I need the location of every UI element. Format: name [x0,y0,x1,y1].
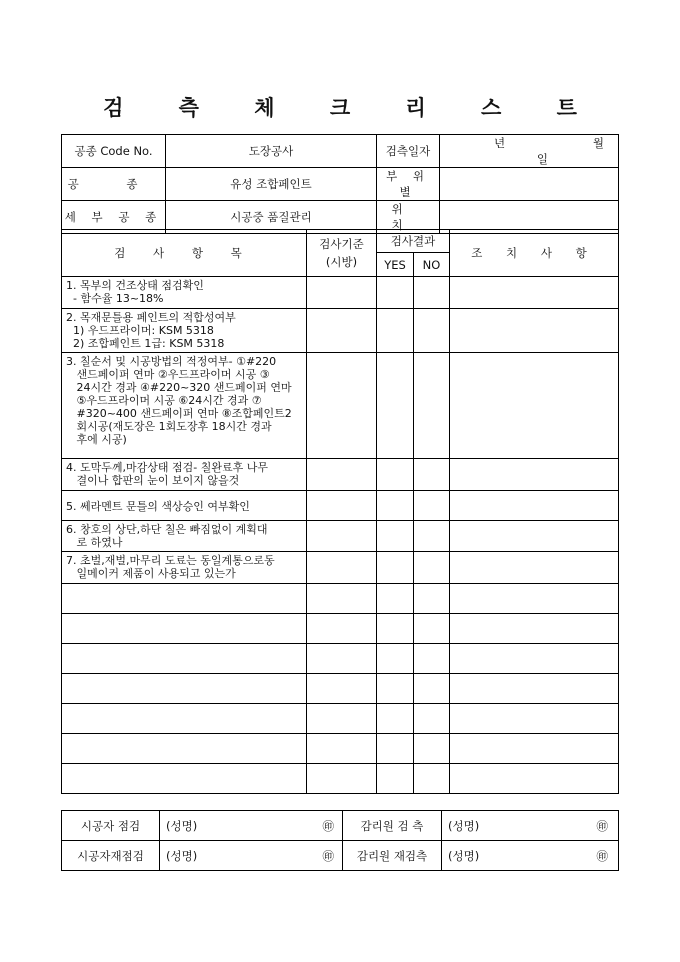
contractor-check-sign[interactable] [160,811,343,841]
standard-cell[interactable] [307,459,377,491]
seal-icon: ㊞ [322,818,334,833]
supervisor-reinspect-sign[interactable] [442,841,619,871]
supervisor-reinspect-name: (성명) [448,848,480,863]
action-cell[interactable] [450,552,619,584]
work-code-value[interactable]: 도장공사 [166,135,377,168]
info-table [61,134,619,234]
standard-cell[interactable] [307,521,377,552]
yes-cell[interactable] [377,614,414,644]
yes-cell[interactable] [377,491,414,521]
seal-icon: ㊞ [596,818,608,833]
action-cell[interactable] [450,734,619,764]
header-action: 조 치 사 항 [450,230,619,277]
contractor-check-label: 시공자 점검 [62,811,160,841]
location-label: 위 치 [377,201,440,234]
yes-cell[interactable] [377,459,414,491]
no-cell[interactable] [414,644,450,674]
standard-cell[interactable] [307,674,377,704]
checklist-row [62,552,619,584]
standard-cell[interactable] [307,644,377,674]
check-item-text[interactable] [62,674,307,704]
no-cell[interactable] [414,614,450,644]
action-cell[interactable] [450,491,619,521]
check-item-text[interactable] [62,644,307,674]
header-standard [307,230,377,277]
page-title: 검 측 체 크 리 스 트 [103,95,601,120]
action-cell[interactable] [450,353,619,459]
check-item-text: 4. 도막두께,마감상태 점검- 칠완료후 나무 결이나 합판의 눈이 보이지 않을것 [62,459,307,491]
check-item-text[interactable] [62,614,307,644]
check-item-text[interactable] [62,734,307,764]
work-type-value[interactable]: 유성 조합페인트 [166,168,377,201]
header-result: 검사결과 [377,230,450,253]
contractor-check-name: (성명) [166,818,198,833]
standard-cell[interactable] [307,614,377,644]
no-cell[interactable] [414,459,450,491]
no-cell[interactable] [414,704,450,734]
checklist-row-empty [62,674,619,704]
yes-cell[interactable] [377,277,414,309]
check-item-text: 3. 칠순서 및 시공방법의 적정여부- ①#220 샌드페이퍼 연마 ②우드프라이머 시공 ③ 24시간 경과 ④#220~320 샌드페이퍼 연마 ⑤우드프라이머 시공 ⑥24시간 경과 ⑦ #320~400 샌드페이퍼 연마 ⑧조합페인트2 회시공(재도장은 1회도장후 18시간 경과 후에 시공) [62,353,307,459]
checklist-row-empty [62,764,619,794]
check-item-text[interactable] [62,764,307,794]
signature-row [62,811,619,841]
seal-icon: ㊞ [322,848,334,863]
header-yes: YES [377,253,414,277]
header-no: NO [414,253,450,277]
seal-icon: ㊞ [596,848,608,863]
part-value[interactable] [440,168,619,201]
checklist-table [61,229,619,794]
no-cell[interactable] [414,764,450,794]
check-item-text[interactable] [62,704,307,734]
contractor-recheck-label: 시공자재점검 [62,841,160,871]
action-cell[interactable] [450,674,619,704]
no-cell[interactable] [414,521,450,552]
checklist-row [62,277,619,309]
part-label: 부 위 별 [377,168,440,201]
no-cell[interactable] [414,309,450,353]
checklist-row-empty [62,704,619,734]
header-standard-title: 검사기준 [319,237,364,251]
checklist-header-row [62,230,619,253]
date-month: 월 [592,136,604,150]
no-cell[interactable] [414,491,450,521]
signature-row [62,841,619,871]
action-cell[interactable] [450,584,619,614]
standard-cell[interactable] [307,704,377,734]
date-day: 일 [536,152,548,166]
check-item-text: 2. 목재문틀용 페인트의 적합성여부 1) 우드프라이머: KSM 5318 2) 조합페인트 1급: KSM 5318 [62,309,307,353]
check-item-text[interactable] [62,584,307,614]
standard-cell[interactable] [307,584,377,614]
check-item-text: 6. 창호의 상단,하단 칠은 빠짐없이 계획대 로 하였나 [62,521,307,552]
supervisor-inspect-label: 감리원 검 측 [343,811,442,841]
yes-cell[interactable] [377,674,414,704]
yes-cell[interactable] [377,309,414,353]
supervisor-inspect-name: (성명) [448,818,480,833]
action-cell[interactable] [450,704,619,734]
inspection-date-label: 검측일자 [377,135,440,168]
supervisor-reinspect-label: 감리원 재검측 [343,841,442,871]
standard-cell[interactable] [307,353,377,459]
standard-cell[interactable] [307,552,377,584]
standard-cell[interactable] [307,491,377,521]
detail-label: 세 부 공 종 [62,201,166,234]
contractor-recheck-sign[interactable] [160,841,343,871]
info-row [62,168,619,201]
supervisor-inspect-sign[interactable] [442,811,619,841]
check-item-text: 7. 초벌,재벌,마무리 도료는 동일계통으로동 일메이커 제품이 사용되고 있는가 [62,552,307,584]
yes-cell[interactable] [377,644,414,674]
contractor-recheck-name: (성명) [166,848,198,863]
no-cell[interactable] [414,353,450,459]
inspection-date-value[interactable] [440,135,619,168]
yes-cell[interactable] [377,764,414,794]
checklist-row [62,353,619,459]
check-item-text: 1. 목부의 건조상태 점검확인 - 함수율 13~18% [62,277,307,309]
action-cell[interactable] [450,521,619,552]
detail-value[interactable]: 시공중 품질관리 [166,201,377,234]
no-cell[interactable] [414,552,450,584]
work-code-label: 공종 Code No. [62,135,166,168]
checklist-row-empty [62,614,619,644]
signature-table [61,810,619,871]
checklist-row [62,521,619,552]
yes-cell[interactable] [377,521,414,552]
standard-cell[interactable] [307,764,377,794]
action-cell[interactable] [450,764,619,794]
info-row [62,135,619,168]
checklist-row-empty [62,734,619,764]
checklist-row [62,309,619,353]
action-cell[interactable] [450,614,619,644]
action-cell[interactable] [450,309,619,353]
yes-cell[interactable] [377,584,414,614]
action-cell[interactable] [450,459,619,491]
no-cell[interactable] [414,584,450,614]
checklist-row-empty [62,584,619,614]
header-inspection-item: 검 사 항 목 [62,230,307,277]
date-year: 년 [494,136,506,150]
header-standard-sub: (시방) [325,255,358,269]
yes-cell[interactable] [377,704,414,734]
checklist-row-empty [62,644,619,674]
standard-cell[interactable] [307,734,377,764]
no-cell[interactable] [414,674,450,704]
standard-cell[interactable] [307,309,377,353]
work-type-label: 공 종 [62,168,166,201]
action-cell[interactable] [450,644,619,674]
action-cell[interactable] [450,277,619,309]
no-cell[interactable] [414,734,450,764]
standard-cell[interactable] [307,277,377,309]
no-cell[interactable] [414,277,450,309]
yes-cell[interactable] [377,353,414,459]
check-item-text: 5. 쎄라멘트 문틀의 색상승인 여부확인 [62,491,307,521]
yes-cell[interactable] [377,734,414,764]
checklist-row [62,459,619,491]
yes-cell[interactable] [377,552,414,584]
checklist-row [62,491,619,521]
